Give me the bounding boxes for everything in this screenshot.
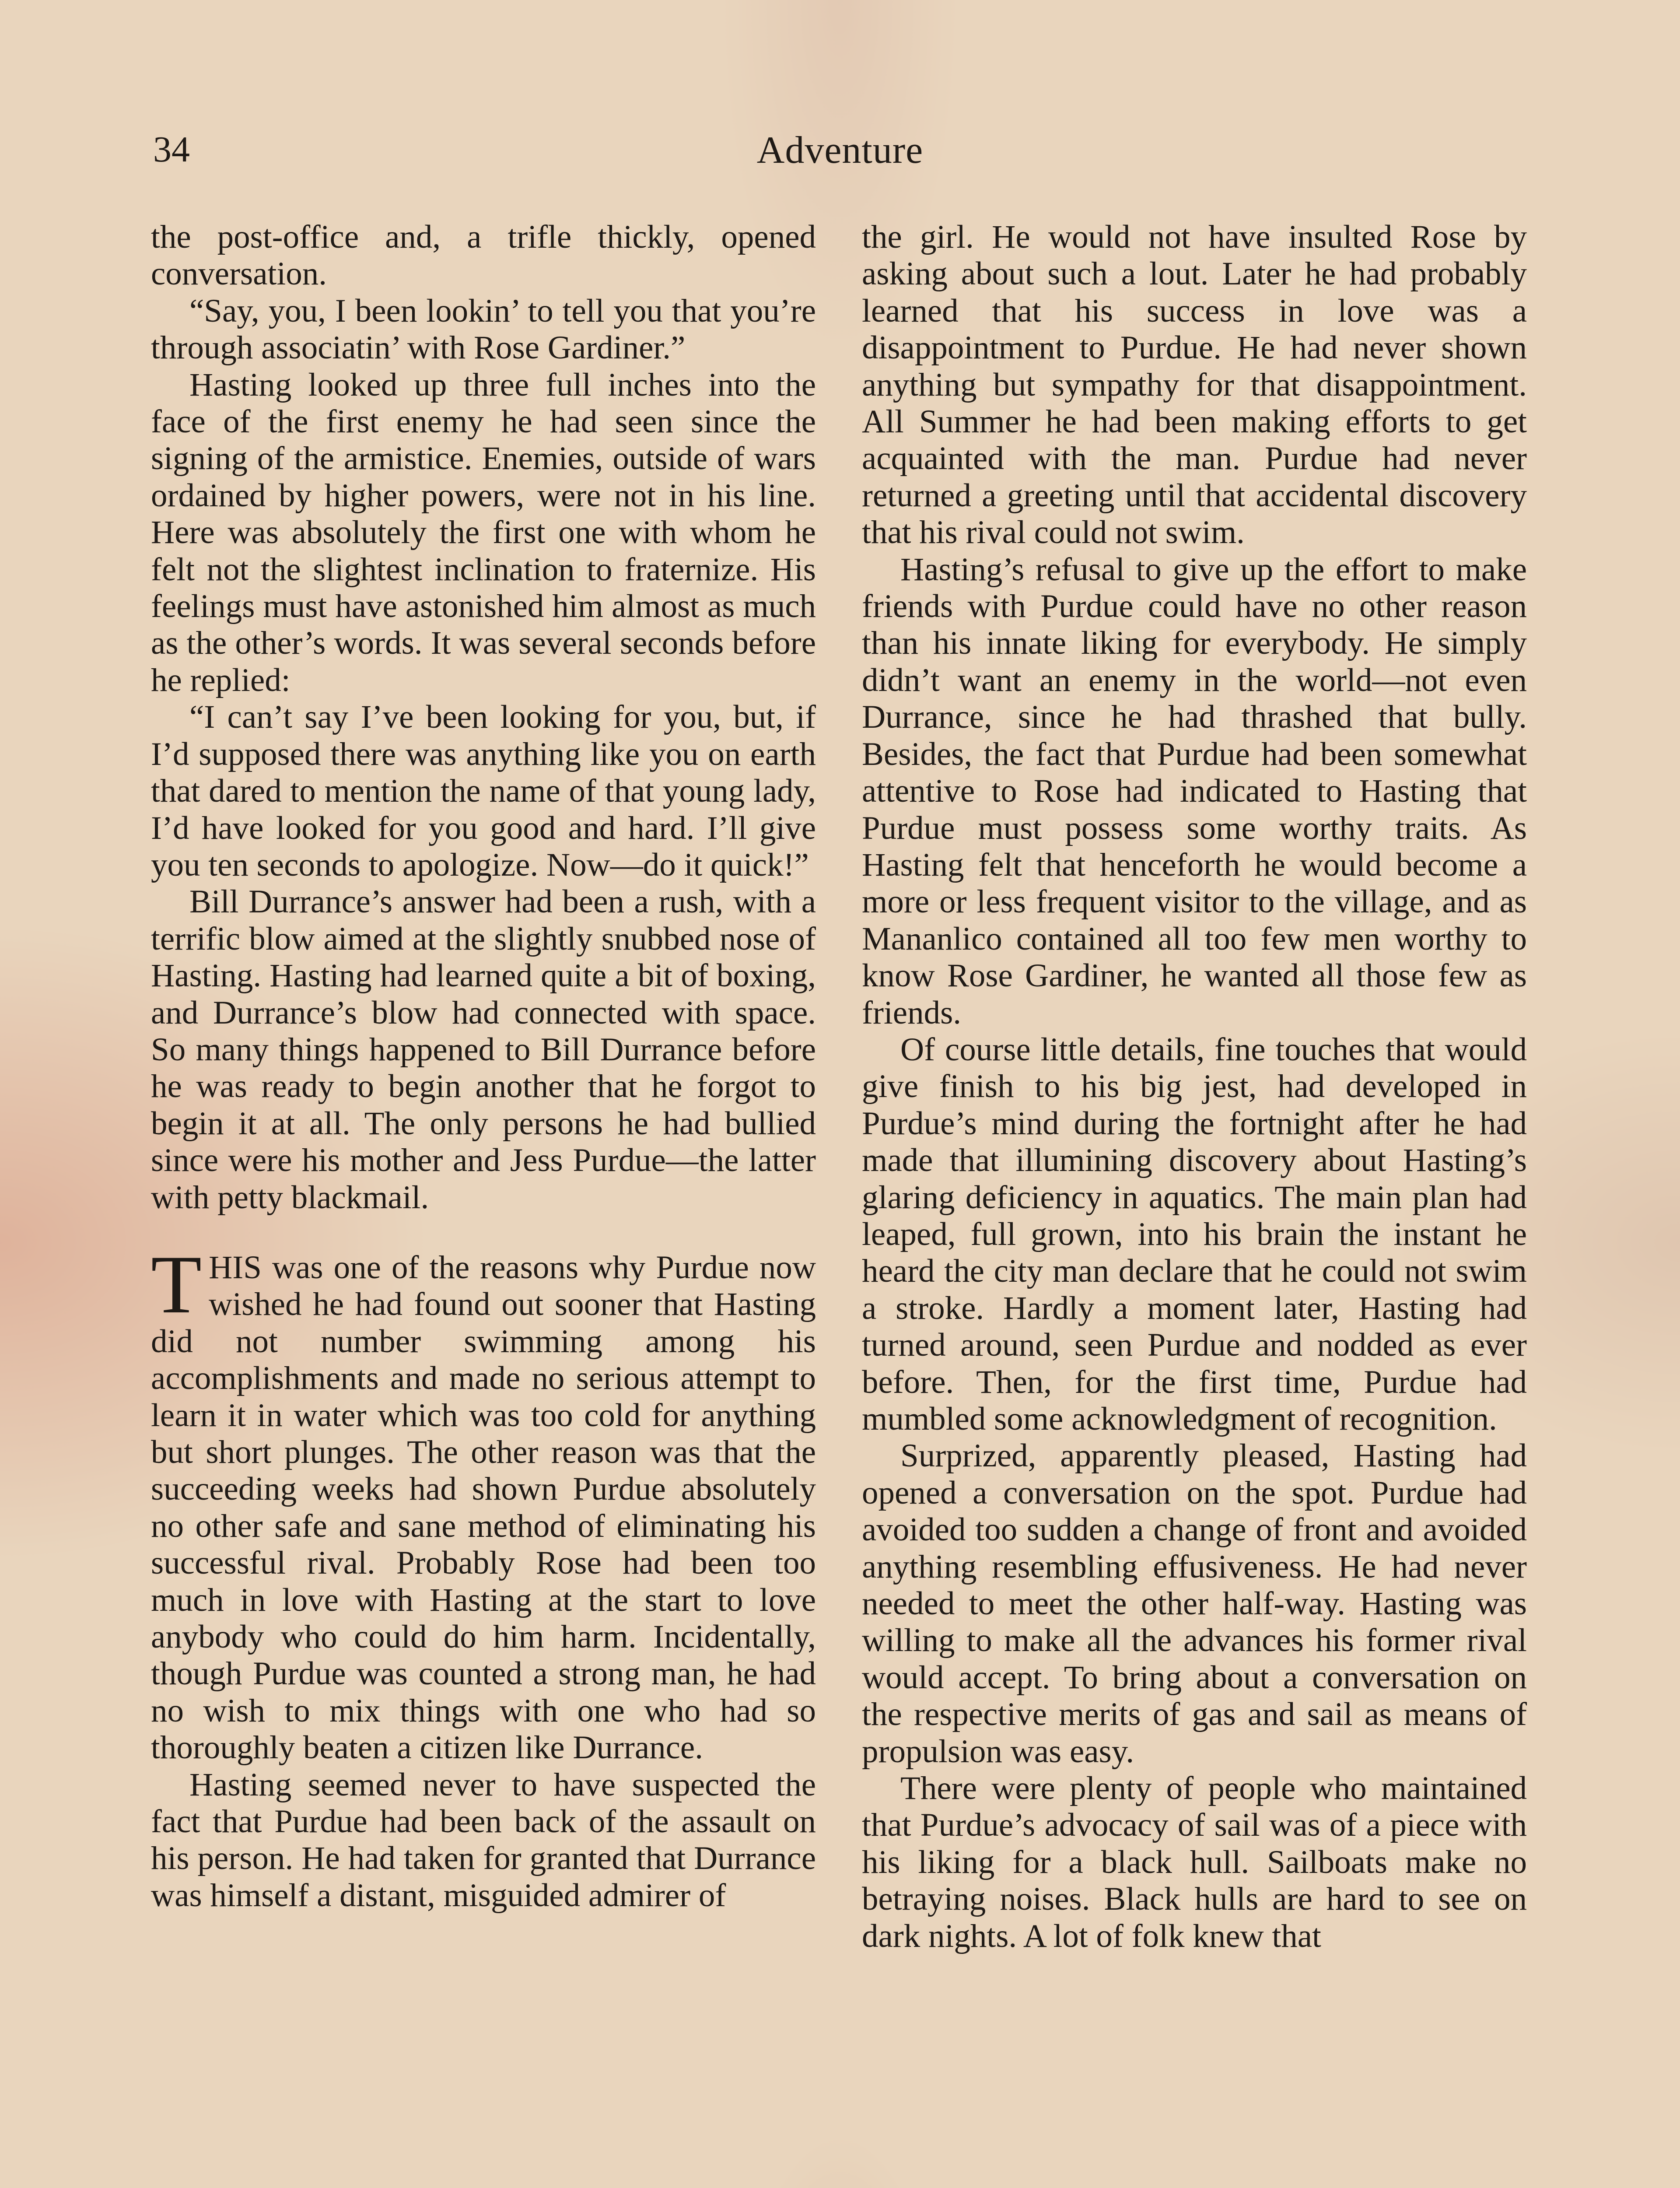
- paragraph: Hasting looked up three full inches into the face of the first enemy he had seen since the signing of the armistice. Enemies, outside of wars ordained by higher powers, were not in his line. Here was absolutely the first one with whom he felt not the slightest inclination to fraternize. His feelings must have astonished him almost as much as the other’s words. It was several seconds before he replied:: [151, 366, 816, 698]
- running-head-title: Adventure: [756, 129, 924, 172]
- paragraph: the post-office and, a trifle thickly, opened conversation.: [151, 219, 816, 292]
- paragraph: There were plenty of people who maintained that Purdue’s advocacy of sail was of a piece with his liking for a black hull. Sailboats make no betraying noises. Black hulls are hard to see on dark nights. A lot of folk knew that: [862, 1770, 1527, 1954]
- paragraph: the girl. He would not have insulted Rose by asking about such a lout. Later he had probably learned that his success in love was a disappointment to Purdue. He had never shown anything but sympathy for that disappointment. All Summer he had been making efforts to get acquainted with the man. Purdue had never returned a greeting until that accidental discovery that his rival could not swim.: [862, 219, 1527, 551]
- drop-cap: T: [151, 1238, 202, 1331]
- paragraph: Hasting’s refusal to give up the effort to make friends with Purdue could have no other reason than his innate liking for everybody. He simply didn’t want an enemy in the world—not even Durrance, since he had thrashed that bully. Besides, the fact that Purdue had been somewhat attentive to Rose had indicated to Hasting that Purdue must possess some worthy traits. As Hasting felt that henceforth he would become a more or less frequent visitor to the village, and as Mananlico contained all too few men worthy to know Rose Gardiner, he wanted all those few as friends.: [862, 551, 1527, 1031]
- paragraph: Surprized, apparently pleased, Hasting had opened a conversation on the spot. Purdue had avoided too sudden a change of front and avoided anything resembling effusiveness. He had never needed to meet the other half-way. Hasting was willing to make all the advances his former rival would accept. To bring about a conversation on the respective merits of gas and sail as means of propulsion was easy.: [862, 1438, 1527, 1770]
- left-column: [151, 219, 816, 1914]
- paragraph: Bill Durrance’s answer had been a rush, with a terrific blow aimed at the slightly snubbed nose of Hasting. Hasting had learned quite a bit of boxing, and Durrance’s blow had connected with space. So many things happened to Bill Durrance before he was ready to begin another that he forgot to begin it at all. The only persons he had bullied since were his mother and Jess Purdue—the latter with petty blackmail.: [151, 884, 816, 1216]
- paragraph: Of course little details, fine touches that would give finish to his big jest, had developed in Purdue’s mind during the fortnight after he had made that illumining discovery about Hasting’s glaring deficiency in aquatics. The main plan had leaped, full grown, into his brain the instant he heard the city man declare that he could not swim a stroke. Hardly a moment later, Hasting had turned around, seen Purdue and nodded as ever before. Then, for the first time, Purdue had mumbled some acknowledgment of recognition.: [862, 1031, 1527, 1437]
- section-start-paragraph: [151, 1238, 816, 1767]
- paragraph: “Say, you, I been lookin’ to tell you that you’re through associatin’ with Rose Gardiner.”: [151, 292, 816, 366]
- paragraph: Hasting seemed never to have suspected the fact that Purdue had been back of the assault on his person. He had taken for granted that Durrance was himself a distant, misguided admirer of: [151, 1766, 816, 1914]
- paragraph: “I can’t say I’ve been looking for you, but, if I’d supposed there was anything like you on earth that dared to mention the name of that young lady, I’d have looked for you good and hard. I’ll give you ten seconds to apologize. Now—do it quick!”: [151, 699, 816, 883]
- paragraph-text: HIS was one of the reasons why Purdue now wished he had found out sooner that Hasting did not number swimming among his accomplishments and made no serious attempt to learn it in water which was too cold for anything but short plunges. The other reason was that the succeeding weeks had shown Purdue absolutely no other safe and sane method of eliminating his successful rival. Probably Rose had been too much in love with Hasting at the start to love anybody who could do him harm. Incidentally, though Purdue was counted a strong man, he had no wish to mix things with one who had so thoroughly beaten a citizen like Durrance.: [151, 1249, 816, 1766]
- right-column: [862, 219, 1527, 1955]
- page-number: 34: [153, 129, 190, 170]
